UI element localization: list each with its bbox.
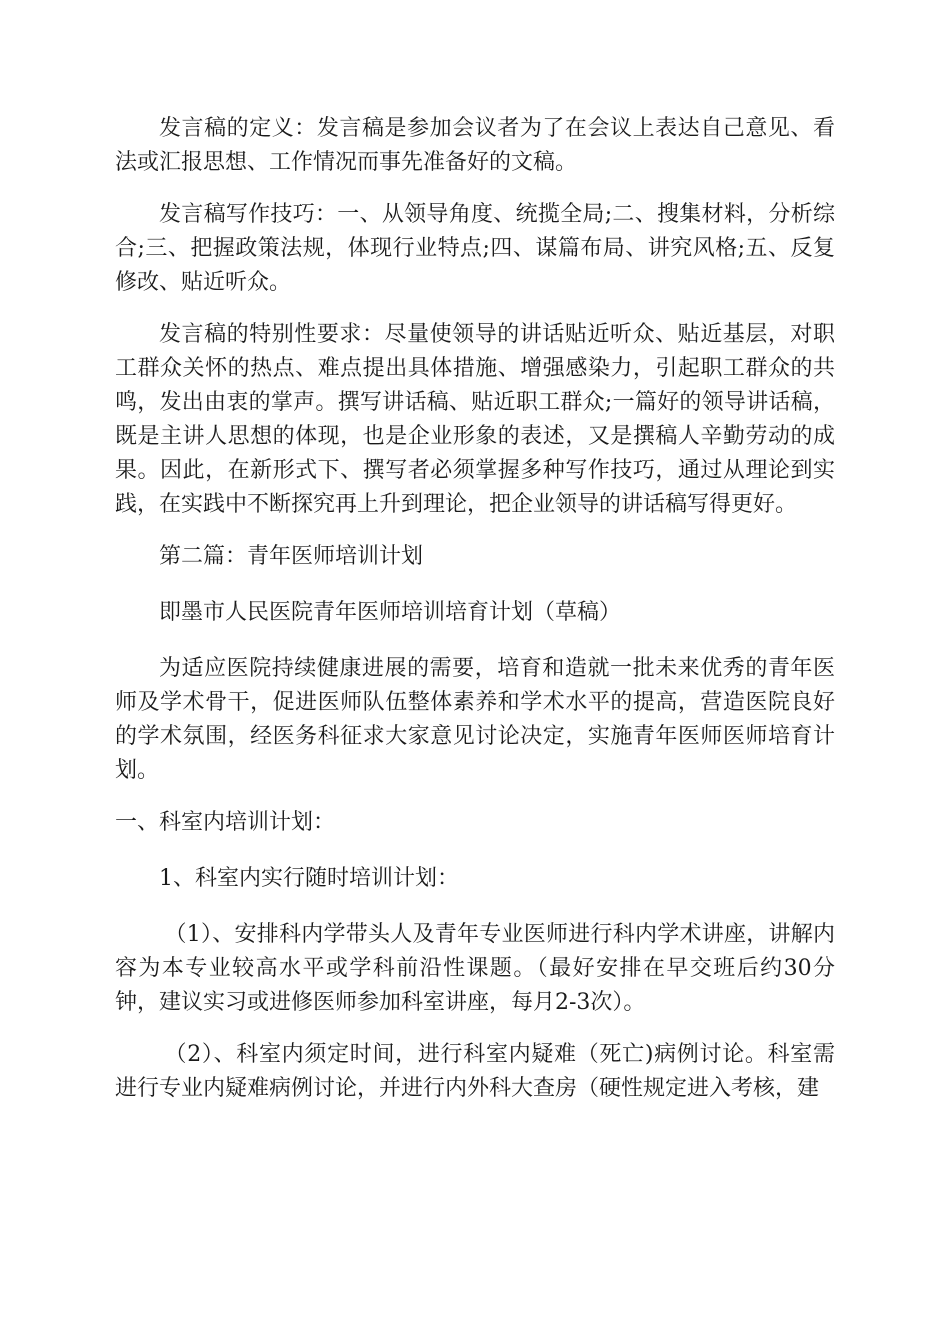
subheading-anytime-training: 1、科室内实行随时培训计划： [159, 866, 459, 891]
section-title-second-chapter: 第二篇：青年医师培训计划 [159, 544, 424, 569]
paragraph-writing-tips: 发言稿写作技巧：一、从领导角度、统揽全局;二、搜集材料，分析综合;三、把握政策法规，体现行业特点;四、谋篇布局、讲究风格;五、反复修改、贴近听众。 [115, 202, 835, 295]
list-item-case-discussion: （2）、科室内须定时间，进行科室内疑难（死亡)病例讨论。科室需进行专业内疑难病例讨论，并进行内外科大查房（硬性规定进入考核，建 [115, 1042, 835, 1101]
list-item-lectures: （1）、安排科内学带头人及青年专业医师进行科内学术讲座，讲解内容为本专业较高水平或学科前沿性课题。（最好安排在早交班后约30分钟，建议实习或进修医师参加科室讲座，每月2-3次）。 [115, 922, 835, 1015]
paragraph-plan-purpose: 为适应医院持续健康进展的需要，培育和造就一批未来优秀的青年医师及学术骨干，促进医师队伍整体素养和学术水平的提高，营造医院良好的学术氛围，经医务科征求大家意见讨论决定，实施青年医师医师培育计划。 [115, 656, 835, 783]
paragraph-special-requirements: 发言稿的特别性要求：尽量使领导的讲话贴近听众、贴近基层，对职工群众关怀的热点、难点提出具体措施、增强感染力，引起职工群众的共鸣，发出由衷的掌声。撰写讲话稿、贴近职工群众;一篇好的领导讲话稿，既是主讲人思想的体现，也是企业形象的表述，又是撰稿人辛勤劳动的成果。因此，在新形式下、撰写者必须掌握多种写作技巧，通过从理论到实践，在实践中不断探究再上升到理论，把企业领导的讲话稿写得更好。 [115, 322, 835, 517]
document-page [115, 112, 835, 1124]
paragraph-speech-definition: 发言稿的定义：发言稿是参加会议者为了在会议上表达自己意见、看法或汇报思想、工作情况而事先准备好的文稿。 [115, 116, 835, 175]
plan-title: 即墨市人民医院青年医师培训培育计划（草稿） [159, 600, 622, 625]
heading-in-department-training: 一、科室内培训计划： [115, 810, 336, 835]
